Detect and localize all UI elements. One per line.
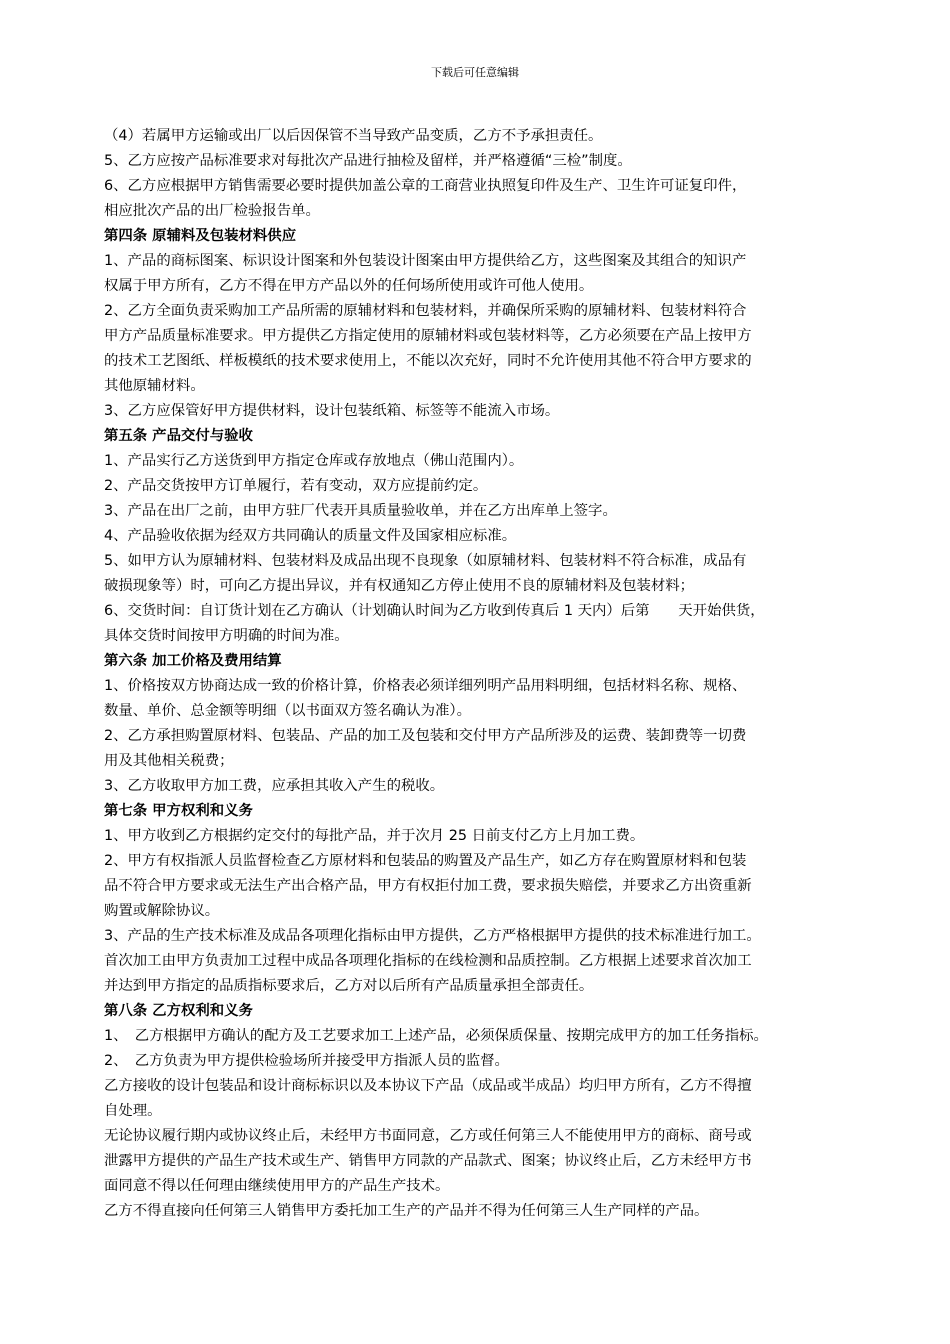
paragraph-line: （4）若属甲方运输或出厂以后因保管不当导致产品变质，乙方不予承担责任。 [104, 128, 603, 144]
paragraph-line: 3、乙方应保管好甲方提供材料，设计包装纸箱、标签等不能流入市场。 [104, 403, 560, 419]
section-heading: 第六条 加工价格及费用结算 [104, 653, 282, 669]
paragraph-line: 1、产品实行乙方送货到甲方指定仓库或存放地点（佛山范围内）。 [104, 453, 524, 469]
paragraph-line: 其他原辅材料。 [104, 378, 205, 394]
section-heading: 第八条 乙方权利和义务 [104, 1003, 253, 1019]
paragraph-line: 1、价格按双方协商达成一致的价格计算，价格表必须详细列明产品用料明细，包括材料名称、规格、 [104, 678, 747, 694]
paragraph-line: 用及其他相关税费； [104, 753, 234, 769]
paragraph-line: 首次加工由甲方负责加工过程中成品各项理化指标的在线检测和品质控制。乙方根据上述要求首次加工 [104, 953, 752, 969]
paragraph-line: 并达到甲方指定的品质指标要求后，乙方对以后所有产品质量承担全部责任。 [104, 978, 594, 994]
paragraph-line: 1、 乙方根据甲方确认的配方及工艺要求加工上述产品，必须保质保量、按期完成甲方的加工任务指标。 [104, 1028, 768, 1044]
paragraph-line: 具体交货时间按甲方明确的时间为准。 [104, 628, 349, 644]
paragraph-line: 3、产品的生产技术标准及成品各项理化指标由甲方提供，乙方严格根据甲方提供的技术标准进行加工。 [104, 928, 761, 944]
section-heading: 第四条 原辅料及包装材料供应 [104, 228, 297, 244]
paragraph-line: 2、 乙方负责为甲方提供检验场所并接受甲方指派人员的监督。 [104, 1053, 509, 1069]
paragraph-line: 甲方产品质量标准要求。甲方提供乙方指定使用的原辅材料或包装材料等，乙方必须要在产品上按甲方 [104, 328, 752, 344]
paragraph-line: 自处理。 [104, 1103, 162, 1119]
paragraph-line: 乙方不得直接向任何第三人销售甲方委托加工生产的产品并不得为任何第三人生产同样的产品。 [104, 1203, 709, 1219]
paragraph-line: 6、交货时间：自订货计划在乙方确认（计划确认时间为乙方收到传真后 1 天内）后第 天开始供货， [104, 603, 765, 619]
document-body [104, 124, 874, 1224]
paragraph-line: 5、乙方应按产品标准要求对每批次产品进行抽检及留样，并严格遵循“三检”制度。 [104, 153, 632, 169]
paragraph-line: 4、产品验收依据为经双方共同确认的质量文件及国家相应标准。 [104, 528, 517, 544]
paragraph-line: 2、甲方有权指派人员监督检查乙方原材料和包装品的购置及产品生产，如乙方存在购置原材料和包装 [104, 853, 747, 869]
page-header: 下载后可任意编辑 [431, 66, 519, 79]
paragraph-line: 权属于甲方所有，乙方不得在甲方产品以外的任何场所使用或许可他人使用。 [104, 278, 594, 294]
paragraph-line: 泄露甲方提供的产品生产技术或生产、销售甲方同款的产品款式、图案；协议终止后，乙方未经甲方书 [104, 1153, 752, 1169]
paragraph-line: 面同意不得以任何理由继续使用甲方的产品生产技术。 [104, 1178, 450, 1194]
paragraph-line: 5、如甲方认为原辅材料、包装材料及成品出现不良现象（如原辅材料、包装材料不符合标准，成品有 [104, 553, 747, 569]
paragraph-line: 6、乙方应根据甲方销售需要必要时提供加盖公章的工商营业执照复印件及生产、卫生许可证复印件， [104, 178, 747, 194]
paragraph-line: 破损现象等）时，可向乙方提出异议，并有权通知乙方停止使用不良的原辅材料及包装材料； [104, 578, 695, 594]
paragraph-line: 3、乙方收取甲方加工费，应承担其收入产生的税收。 [104, 778, 445, 794]
paragraph-line: 品不符合甲方要求或无法生产出合格产品，甲方有权拒付加工费，要求损失赔偿，并要求乙方出资重新 [104, 878, 752, 894]
paragraph-line: 相应批次产品的出厂检验报告单。 [104, 203, 320, 219]
paragraph-line: 的技术工艺图纸、样板模纸的技术要求使用上，不能以次充好，同时不允许使用其他不符合甲方要求的 [104, 353, 752, 369]
paragraph-line: 2、乙方全面负责采购加工产品所需的原辅材料和包装材料，并确保所采购的原辅材料、包装材料符合 [104, 303, 747, 319]
paragraph-line: 2、乙方承担购置原材料、包装品、产品的加工及包装和交付甲方产品所涉及的运费、装卸费等一切费 [104, 728, 747, 744]
paragraph-line: 数量、单价、总金额等明细（以书面双方签名确认为准）。 [104, 703, 471, 719]
paragraph-line: 1、甲方收到乙方根据约定交付的每批产品，并于次月 25 日前支付乙方上月加工费。 [104, 828, 645, 844]
section-heading: 第五条 产品交付与验收 [104, 428, 253, 444]
paragraph-line: 购置或解除协议。 [104, 903, 220, 919]
paragraph-line: 无论协议履行期内或协议终止后，未经甲方书面同意，乙方或任何第三人不能使用甲方的商标、商号或 [104, 1128, 752, 1144]
paragraph-line: 1、产品的商标图案、标识设计图案和外包装设计图案由甲方提供给乙方，这些图案及其组合的知识产 [104, 253, 747, 269]
paragraph-line: 乙方接收的设计包装品和设计商标标识以及本协议下产品（成品或半成品）均归甲方所有，乙方不得擅 [104, 1078, 752, 1094]
paragraph-line: 2、产品交货按甲方订单履行，若有变动，双方应提前约定。 [104, 478, 488, 494]
paragraph-line: 3、产品在出厂之前，由甲方驻厂代表开具质量验收单，并在乙方出库单上签字。 [104, 503, 617, 519]
section-heading: 第七条 甲方权利和义务 [104, 803, 253, 819]
